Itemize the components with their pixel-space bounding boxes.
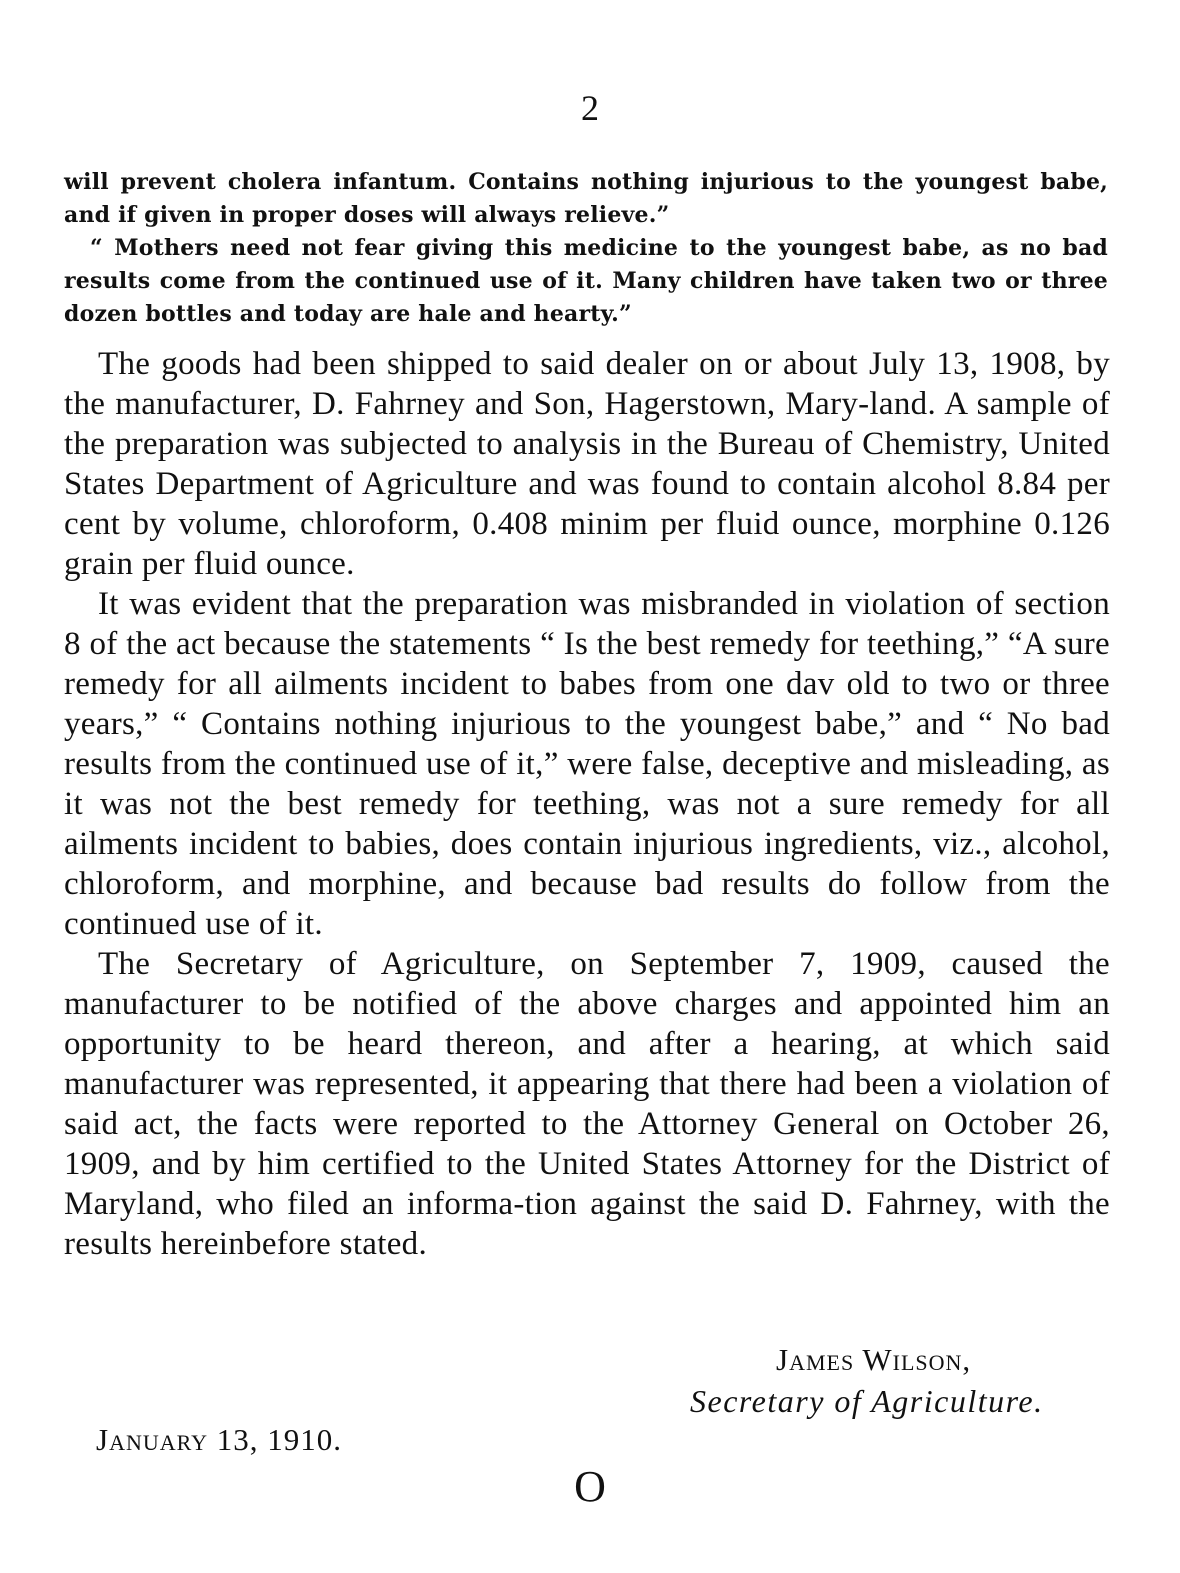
document-date: January 13, 1910.: [96, 1422, 342, 1457]
paragraph-proceedings: The Secretary of Agriculture, on September 7, 1909, caused the manufacturer to be notified of the above charges and appointed him an opportunity to be heard thereon, and after a hearing, at which said manufacturer was represented, it appearing that there had been a violation of said act, the facts were reported to the Attorney General on October 26, 1909, and by him certified to the United States Attorney for the District of Maryland, who filed an informa-tion against the said D. Fahrney, with the results hereinbefore stated.: [64, 946, 1110, 1262]
body-text: [64, 344, 1110, 1264]
paragraph-misbranding: It was evident that the preparation was misbranded in violation of section 8 of the act because the statements “ Is the best remedy for teething,” “A sure remedy for all ailments incident to babes from one dav old to two or three years,” “ Contains nothing injurious to the youngest babe,” and “ No bad results from the continued use of it,” were false, deceptive and misleading, as it was not the best remedy for teething, was not a sure remedy for all ailments incident to babies, does contain injurious ingredients, viz., alcohol, chloroform, and morphine, and because bad results do follow from the continued use of it.: [64, 586, 1110, 942]
page-number: 2: [581, 88, 599, 128]
quoted-testimonial: [64, 166, 1108, 331]
signature-title: Secretary of Agriculture.: [690, 1383, 1044, 1419]
quote-paragraph: “ Mothers need not fear giving this medicine to the youngest babe, as no bad results come from the continued use of it. Many children have taken two or three dozen bottles and today are hale and hearty.”: [64, 235, 1108, 327]
signature-name: James Wilson,: [776, 1342, 972, 1377]
quote-continuation: will prevent cholera infantum. Contains nothing injurious to the youngest babe, and if given in proper doses will always relieve.”: [64, 169, 1108, 228]
paragraph-shipment: The goods had been shipped to said dealer on or about July 13, 1908, by the manufacturer, D. Fahrney and Son, Hagerstown, Mary-land. A sample of the preparation was subjected to analysis in the Bureau of Chemistry, United States Department of Agriculture and was found to contain alcohol 8.84 per cent by volume, chloroform, 0.408 minim per fluid ounce, morphine 0.126 grain per fluid ounce.: [64, 346, 1110, 582]
end-mark: O: [574, 1462, 606, 1511]
